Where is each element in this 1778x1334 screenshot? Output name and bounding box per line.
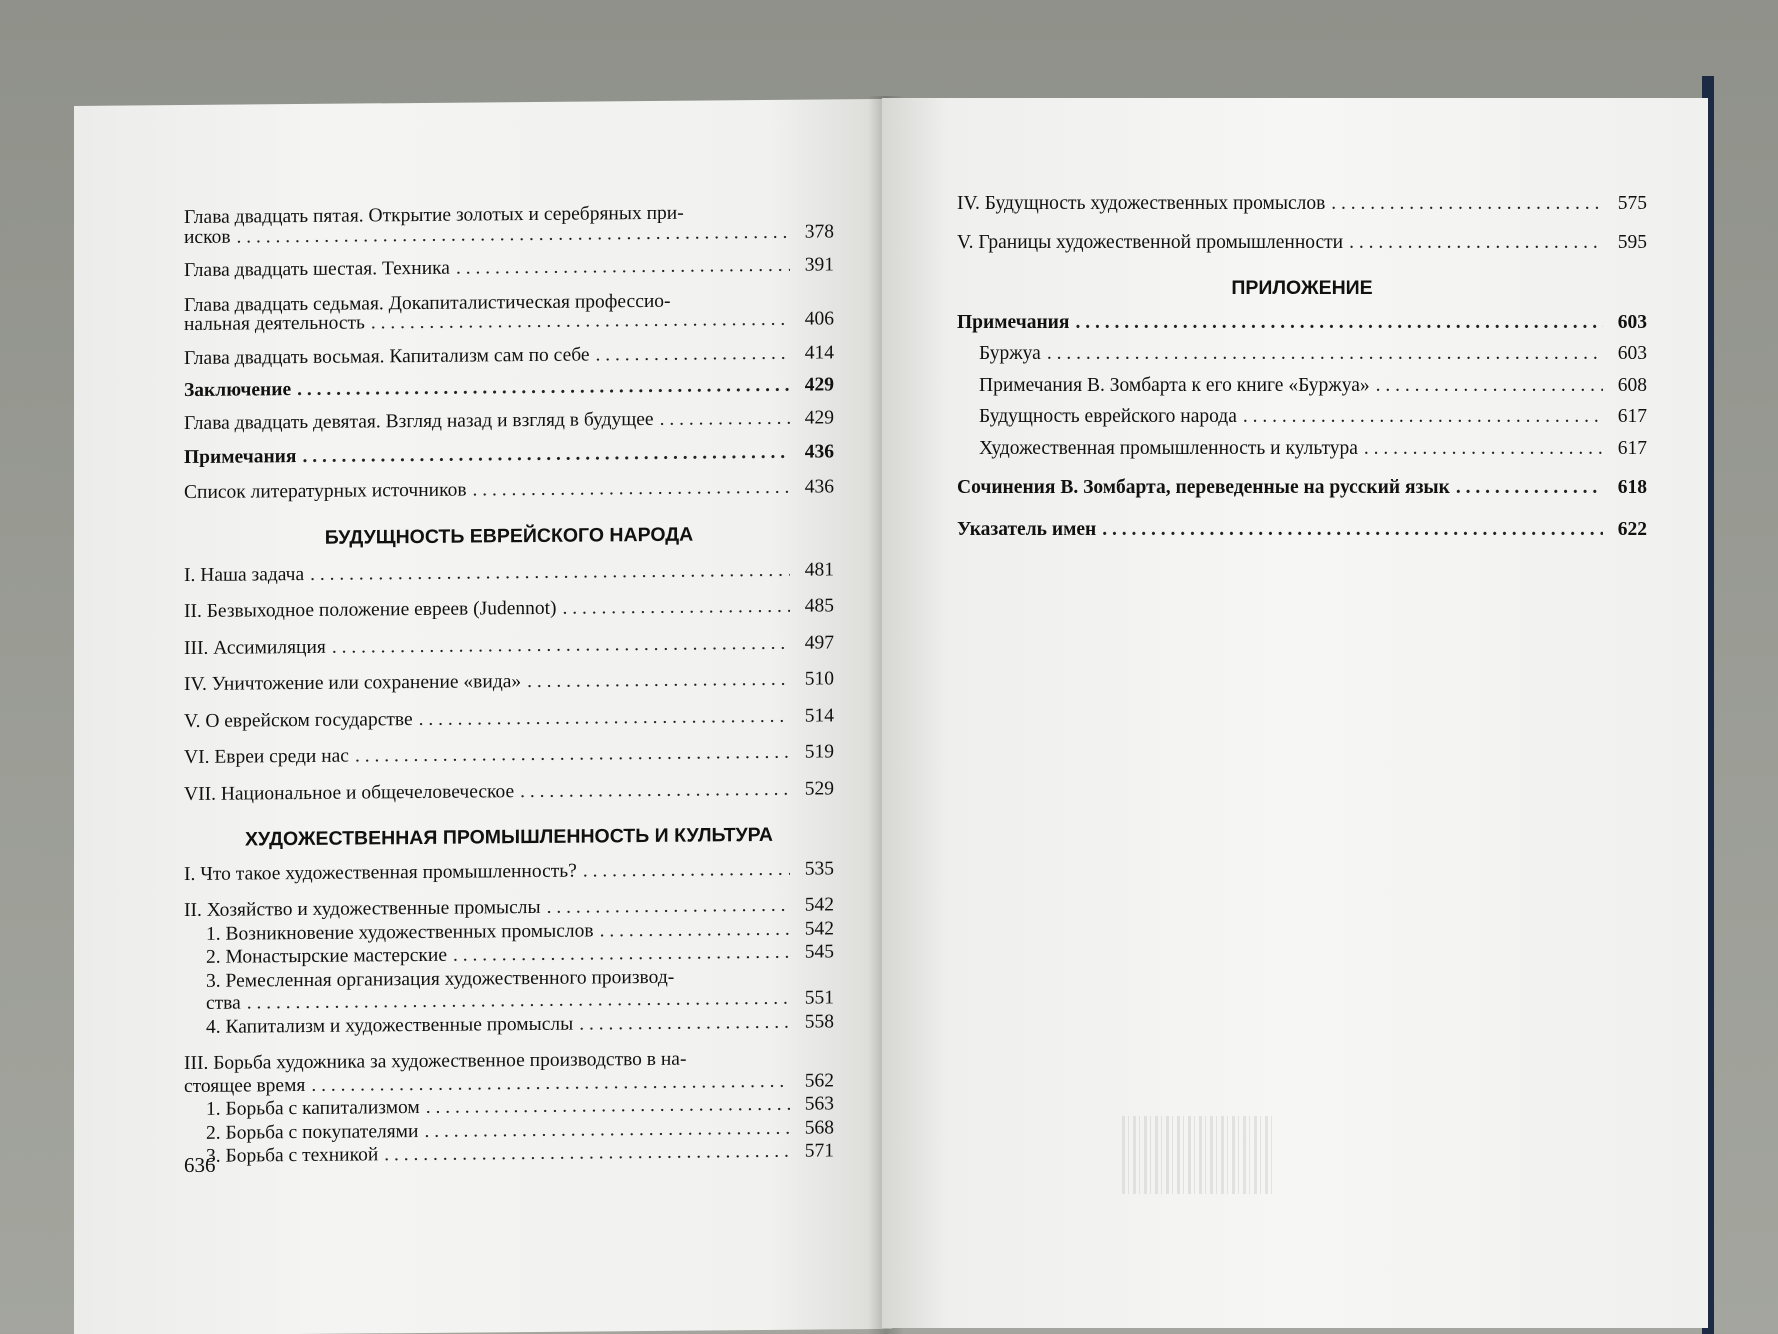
toc-page-number: 595 — [1617, 231, 1647, 253]
toc-entry-title: II. Безвыходное положение евреев (Judennot) — [184, 597, 557, 623]
toc-entry — [184, 255, 834, 280]
toc-entry-title: 2. Борьба с покупателями — [206, 1120, 419, 1144]
section-heading-jewish-future: БУДУЩНОСТЬ ЕВРЕЙСКОГО НАРОДА — [324, 523, 694, 549]
dot-leader — [302, 443, 790, 467]
toc-entry-title: IV. Уничтожение или сохранение «вида» — [184, 671, 522, 696]
dot-leader — [419, 706, 790, 729]
toc-subentry — [957, 407, 1647, 427]
toc-entry-title: VI. Евреи среди нас — [184, 745, 349, 769]
right-toc — [957, 194, 1647, 539]
toc-entry-title: Примечания В. Зомбарта к его книге «Буржуа» — [979, 374, 1370, 396]
toc-entry-title: 4. Капитализм и художественные промыслы — [206, 1013, 574, 1038]
dot-leader — [311, 1071, 790, 1095]
toc-subentry — [184, 1141, 834, 1166]
toc-page-number: 618 — [1617, 477, 1647, 498]
toc-entry-title: Список литературных источников — [184, 479, 467, 503]
toc-entry — [184, 742, 834, 767]
toc-page-number: 529 — [804, 777, 834, 800]
show-through-barcode — [1122, 1116, 1272, 1194]
toc-subentry — [184, 1094, 834, 1119]
dot-leader — [583, 859, 790, 880]
left-page — [74, 99, 892, 1334]
toc-entry-conclusion — [184, 375, 834, 400]
toc-entry — [184, 477, 834, 502]
toc-entry-title: нальная деятельность — [184, 312, 365, 336]
toc-entry — [957, 233, 1647, 253]
toc-page-number: 436 — [804, 441, 834, 463]
toc-page-number: 622 — [1617, 518, 1647, 540]
right-page — [882, 98, 1708, 1328]
toc-entry — [184, 343, 834, 368]
toc-entry — [184, 560, 834, 585]
dot-leader — [384, 1142, 790, 1165]
toc-subentry — [184, 1118, 834, 1143]
toc-page-number: 406 — [804, 308, 834, 330]
dot-leader — [371, 310, 790, 333]
toc-entry — [184, 633, 834, 658]
dot-leader — [332, 633, 790, 656]
dot-leader — [424, 1118, 790, 1141]
toc-entry — [184, 895, 834, 920]
toc-entry-title: Примечания — [957, 311, 1070, 333]
toc-entry-title: 2. Монастырские мастерские — [206, 944, 447, 968]
toc-subentry — [184, 919, 834, 944]
toc-entry-title: Художественная промышленность и культура — [979, 437, 1358, 459]
toc-entry-title: стоящее время — [184, 1074, 306, 1097]
toc-subentry — [957, 344, 1647, 364]
toc-page-number: 485 — [804, 595, 834, 617]
toc-entry-works — [957, 478, 1647, 498]
dot-leader — [1243, 407, 1603, 427]
dot-leader — [596, 343, 790, 364]
toc-page-number: 514 — [804, 704, 834, 727]
dot-leader — [355, 743, 790, 766]
dot-leader — [310, 560, 790, 584]
toc-entry-title: Глава двадцать восьмая. Капитализм сам по себе — [184, 344, 590, 369]
toc-entry — [184, 859, 834, 884]
toc-entry-title: I. Наша задача — [184, 563, 305, 586]
toc-entry-notes — [184, 442, 834, 467]
dot-leader — [1349, 233, 1603, 253]
toc-entry-title: Примечания — [184, 446, 297, 469]
toc-entry-title: Глава двадцать девятая. Взгляд назад и взгляд в будущее — [184, 408, 654, 434]
toc-entry — [184, 669, 834, 694]
dot-leader — [297, 376, 790, 400]
toc-entry-title: Заключение — [184, 379, 292, 402]
dot-leader — [453, 943, 790, 965]
toc-entry-title: 1. Борьба с капитализмом — [206, 1096, 420, 1120]
toc-entry-title: Глава двадцать шестая. Техника — [184, 257, 450, 282]
toc-page-number: 535 — [804, 857, 834, 880]
toc-page-number: 545 — [804, 941, 834, 963]
dot-leader — [527, 670, 790, 692]
section-heading-art-industry: ХУДОЖЕСТВЕННАЯ ПРОМЫШЛЕННОСТЬ И КУЛЬТУРА — [244, 823, 774, 851]
toc-page-number: 436 — [804, 475, 834, 498]
toc-entry-title: Указатель имен — [957, 518, 1097, 540]
toc-page-number: 563 — [804, 1093, 834, 1115]
toc-entry-index — [957, 520, 1647, 540]
dot-leader — [1331, 194, 1603, 214]
dot-leader — [660, 408, 790, 429]
toc-page-number: 378 — [804, 220, 834, 243]
toc-entry — [184, 202, 834, 247]
toc-subentry — [184, 966, 834, 1014]
toc-entry-line1: Глава двадцать седьмая. Докапиталистическая профессио- — [184, 290, 671, 316]
toc-page-number: 608 — [1617, 374, 1647, 396]
dot-leader — [456, 256, 790, 278]
toc-entry-title: ства — [206, 992, 241, 1014]
toc-entry-title: II. Хозяйство и художественные промыслы — [184, 896, 541, 922]
toc-page-number: 558 — [804, 1010, 834, 1033]
toc-entry-row — [184, 1071, 834, 1096]
toc-page-number: 497 — [804, 631, 834, 654]
toc-page-number: 575 — [1617, 193, 1647, 214]
toc-page-number: 562 — [804, 1069, 834, 1092]
toc-entry-title: V. Границы художественной промышленности — [957, 231, 1344, 253]
dot-leader — [520, 779, 790, 801]
toc-page-number: 481 — [804, 558, 834, 581]
toc-entry-title: I. Что такое художественная промышленность? — [184, 860, 577, 885]
toc-entry-title: 1. Возникновение художественных промыслов — [206, 919, 594, 945]
toc-entry-row — [184, 309, 834, 334]
toc-entry-title: Буржуа — [979, 343, 1041, 364]
toc-page-number: 568 — [804, 1116, 834, 1139]
toc-entry-line1: III. Борьба художника за художественное производство в на- — [184, 1048, 687, 1075]
toc-page-number: 391 — [804, 254, 834, 276]
toc-entry-title: 3. Борьба с техникой — [206, 1144, 379, 1167]
open-book — [58, 76, 1714, 1334]
dot-leader — [600, 919, 790, 940]
toc-entry — [184, 779, 834, 804]
toc-entry-title: III. Ассимиляция — [184, 636, 326, 659]
dot-leader — [247, 989, 790, 1013]
toc-page-number: 414 — [804, 341, 834, 364]
dot-leader — [1075, 313, 1603, 333]
toc-entry — [184, 1048, 834, 1096]
toc-entry-line1: Глава двадцать пятая. Открытие золотых и серебряных при- — [184, 202, 684, 229]
toc-entry-line1: 3. Ремесленная организация художественного производ- — [206, 966, 675, 992]
toc-page-number: 542 — [804, 917, 834, 940]
toc-page-number: 571 — [804, 1140, 834, 1162]
toc-entry — [184, 596, 834, 621]
toc-subentry — [957, 439, 1647, 459]
dot-leader — [237, 222, 790, 246]
toc-entry-title: Сочинения В. Зомбарта, переведенные на русский язык — [957, 477, 1450, 498]
left-toc — [184, 202, 834, 1166]
toc-page-number: 429 — [804, 374, 834, 396]
section-heading-appendix: ПРИЛОЖЕНИЕ — [1231, 277, 1373, 299]
toc-entry-title: исков — [184, 226, 231, 248]
toc-page-number: 603 — [1617, 343, 1647, 364]
dot-leader — [1376, 376, 1603, 396]
toc-page-number: 617 — [1617, 406, 1647, 427]
dot-leader — [1364, 439, 1603, 459]
toc-entry — [184, 706, 834, 731]
toc-entry-title: VII. Национальное и общечеловеческое — [184, 780, 515, 805]
toc-subentry — [184, 1012, 834, 1037]
toc-entry-row — [206, 988, 834, 1013]
toc-entry — [957, 194, 1647, 214]
toc-entry-title: Будущность еврейского народа — [979, 406, 1237, 427]
dot-leader — [1047, 344, 1603, 364]
toc-page-number: 603 — [1617, 311, 1647, 333]
toc-entry-notes — [957, 313, 1647, 333]
dot-leader — [473, 477, 790, 499]
toc-page-number: 617 — [1617, 437, 1647, 459]
toc-entry — [184, 408, 834, 433]
toc-page-number: 429 — [804, 406, 834, 429]
dot-leader — [1102, 520, 1603, 540]
toc-entry-title: IV. Будущность художественных промыслов — [957, 193, 1326, 214]
toc-page-number: 542 — [804, 894, 834, 916]
toc-subentry — [184, 942, 834, 967]
page-number: 636 — [184, 1152, 216, 1178]
dot-leader — [1456, 478, 1603, 498]
dot-leader — [563, 597, 790, 618]
toc-page-number: 551 — [804, 987, 834, 1009]
toc-page-number: 519 — [804, 741, 834, 763]
dot-leader — [426, 1095, 790, 1118]
toc-entry — [184, 290, 834, 335]
toc-subentry — [957, 376, 1647, 396]
toc-page-number: 510 — [804, 668, 834, 690]
toc-entry-title: V. О еврейском государстве — [184, 708, 413, 732]
dot-leader — [579, 1012, 790, 1033]
dot-leader — [547, 896, 790, 918]
